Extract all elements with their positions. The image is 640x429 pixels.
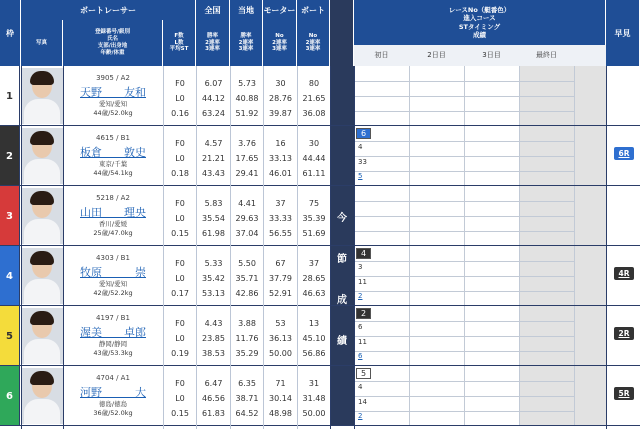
- motor-stats-value: 46.01: [269, 169, 292, 178]
- motor-stats: [263, 66, 297, 126]
- boat-stats: [297, 306, 330, 366]
- header-racer-info: 登録番号/級別 氏名 支部/出身地 年齢/体重: [63, 20, 163, 66]
- racer-row: [0, 126, 640, 186]
- zenkoku-stats-value: 21.21: [202, 154, 225, 163]
- zenkoku-stats: [196, 246, 230, 306]
- boat-stats-value: 45.10: [302, 334, 326, 343]
- motor-stats-value: 56.55: [269, 229, 292, 238]
- touchi-stats: [230, 366, 263, 426]
- hayami-cell: [606, 186, 640, 246]
- boat-stats-value: 36.08: [302, 109, 326, 118]
- boat-stats: [297, 366, 330, 426]
- hayami-race-button[interactable]: 6R: [614, 147, 634, 160]
- race-day-column: [409, 306, 464, 366]
- f-l-st-stats-value: F0: [175, 139, 185, 148]
- motor-stats-value: 33.33: [269, 214, 292, 223]
- touchi-stats-value: 40.88: [235, 94, 259, 103]
- motor-stats-value: 37.79: [269, 274, 292, 283]
- zenkoku-stats-value: 38.53: [202, 349, 225, 358]
- header-motor-rates: No 2連率 3連率: [263, 20, 297, 66]
- race-number-badge: 2: [356, 308, 371, 319]
- race-course: 6: [358, 323, 363, 331]
- f-l-st-stats-value: F0: [175, 379, 185, 388]
- f-l-st-stats-value: F0: [175, 259, 185, 268]
- racer-branch-hometown: 愛知/愛知: [98, 100, 128, 108]
- racer-name-link[interactable]: 天野 友和: [80, 86, 146, 99]
- race-day-column: [519, 246, 574, 306]
- racer-registration: 4197 / B1: [96, 314, 130, 322]
- race-rank[interactable]: 2: [358, 412, 363, 420]
- zenkoku-stats-value: 35.42: [202, 274, 225, 283]
- header-gap: [330, 0, 354, 66]
- zenkoku-stats-value: 53.13: [202, 289, 225, 298]
- header-boat-rates: No 2連率 3連率: [297, 20, 330, 66]
- header-zenkoku: 全国: [196, 0, 230, 20]
- race-day-column: [519, 186, 574, 246]
- zenkoku-stats-value: 63.24: [202, 109, 225, 118]
- f-l-st-stats-value: F0: [175, 319, 185, 328]
- racer-branch-hometown: 静岡/静岡: [98, 340, 128, 348]
- racer-registration: 3905 / A2: [96, 74, 130, 82]
- race-st: 33: [358, 158, 367, 166]
- zenkoku-stats-value: 23.85: [202, 334, 225, 343]
- motor-stats-value: 71: [275, 379, 286, 388]
- waku-number: 5: [0, 306, 20, 366]
- header-boat: ボート: [297, 0, 330, 20]
- touchi-stats: [230, 66, 263, 126]
- f-l-st-stats-value: 0.18: [171, 169, 189, 178]
- header-race-grid: レースNo（艇番色） 進入コース STタイミング 成績: [354, 0, 606, 45]
- boat-stats-value: 13: [308, 319, 320, 328]
- racer-branch-hometown: 香川/愛媛: [98, 220, 128, 228]
- race-st: 11: [358, 278, 367, 286]
- race-day-column: [519, 126, 574, 186]
- motor-stats-value: 37: [275, 199, 286, 208]
- race-day-column: [464, 186, 519, 246]
- header-zenkoku-rates: 勝率 2連率 3連率: [196, 20, 230, 66]
- f-l-st-stats-value: 0.15: [171, 409, 189, 418]
- zenkoku-stats-value: 61.98: [202, 229, 225, 238]
- racer-info: [63, 366, 163, 426]
- race-day-column: [464, 306, 519, 366]
- boat-stats: [297, 66, 330, 126]
- f-l-st-stats-value: F0: [175, 79, 185, 88]
- motor-stats-value: 52.91: [269, 289, 292, 298]
- race-day-column: [519, 66, 574, 126]
- touchi-stats-value: 3.88: [238, 319, 256, 328]
- racer-photo: [21, 308, 63, 364]
- race-day-column: [464, 126, 519, 186]
- racer-row: [0, 306, 640, 366]
- motor-stats-value: 48.98: [269, 409, 292, 418]
- waku-number: 1: [0, 66, 20, 126]
- imasetsu-char-4: 績: [337, 335, 347, 347]
- motor-stats-value: 67: [275, 259, 286, 268]
- race-st: 11: [358, 338, 367, 346]
- f-l-st-stats: [163, 186, 196, 246]
- boat-stats: [297, 246, 330, 306]
- touchi-stats: [230, 186, 263, 246]
- header-boat-racer: ボートレーサー: [21, 0, 196, 20]
- f-l-st-stats: [163, 246, 196, 306]
- hayami-race-button[interactable]: 2R: [614, 327, 634, 340]
- f-l-st-stats-value: 0.16: [171, 109, 189, 118]
- touchi-stats-value: 35.71: [235, 274, 259, 283]
- boat-stats-value: 61.11: [302, 169, 326, 178]
- racer-photo: [21, 128, 63, 184]
- race-results-grid: [354, 186, 606, 246]
- race-course: 3: [358, 263, 363, 271]
- zenkoku-stats: [196, 306, 230, 366]
- boat-stats-value: 35.39: [302, 214, 326, 223]
- touchi-stats-value: 38.71: [235, 394, 259, 403]
- race-rank[interactable]: 5: [358, 172, 363, 180]
- touchi-stats: [230, 246, 263, 306]
- boat-stats-value: 30: [308, 139, 320, 148]
- header-f-l-st: F数 L数 平均ST: [163, 20, 196, 66]
- race-day-column: [464, 66, 519, 126]
- race-number-badge: 6: [356, 128, 371, 139]
- touchi-stats-value: 51.92: [235, 109, 259, 118]
- zenkoku-stats: [196, 66, 230, 126]
- touchi-stats-value: 37.04: [235, 229, 259, 238]
- motor-stats-value: 50.00: [269, 349, 292, 358]
- zenkoku-stats-value: 46.56: [202, 394, 225, 403]
- race-day-column: [409, 66, 464, 126]
- race-day-column: [354, 66, 409, 126]
- header-photo: 写真: [21, 20, 63, 66]
- race-course: 4: [358, 143, 363, 151]
- hayami-cell: [606, 306, 640, 366]
- f-l-st-stats-value: L0: [175, 214, 185, 223]
- race-day-column: [409, 186, 464, 246]
- header-touchi: 当地: [230, 0, 263, 20]
- race-day-column: [519, 366, 574, 426]
- f-l-st-stats: [163, 366, 196, 426]
- waku-number: 4: [0, 246, 20, 306]
- f-l-st-stats: [163, 306, 196, 366]
- day-header-1: 初日: [374, 51, 389, 59]
- race-number-badge: 4: [356, 248, 371, 259]
- zenkoku-stats-value: 4.57: [204, 139, 223, 148]
- f-l-st-stats-value: L0: [175, 154, 185, 163]
- header-waku: 枠: [0, 0, 21, 66]
- touchi-stats-value: 29.41: [235, 169, 259, 178]
- racer-branch-hometown: 愛知/愛知: [98, 280, 128, 288]
- race-day-column: [574, 366, 606, 426]
- racer-registration: 4704 / A1: [96, 374, 130, 382]
- race-day-column: [409, 366, 464, 426]
- racer-name-link[interactable]: 渥美 卓郎: [80, 326, 146, 339]
- racer-row: [0, 246, 640, 306]
- zenkoku-stats: [196, 366, 230, 426]
- f-l-st-stats: [163, 126, 196, 186]
- touchi-stats-value: 6.35: [238, 379, 256, 388]
- racer-row: [0, 186, 640, 246]
- f-l-st-stats-value: F0: [175, 199, 185, 208]
- header-hayami: 早見: [606, 0, 640, 66]
- race-rank[interactable]: 6: [358, 352, 363, 360]
- boat-stats-value: 21.65: [302, 94, 326, 103]
- motor-stats-value: 16: [275, 139, 286, 148]
- racer-info: [63, 126, 163, 186]
- motor-stats-value: 53: [275, 319, 286, 328]
- imasetsu-column: [330, 66, 354, 126]
- race-results-grid: [354, 66, 606, 126]
- racer-branch-hometown: 東京/千葉: [98, 160, 128, 168]
- race-results-grid: [354, 366, 606, 426]
- race-day-column: [519, 306, 574, 366]
- racer-registration: 4615 / B1: [96, 134, 130, 142]
- header-touchi-rates: 勝率 2連率 3連率: [230, 20, 263, 66]
- motor-stats-value: 28.76: [269, 94, 292, 103]
- boat-stats-value: 37: [308, 259, 320, 268]
- hayami-cell: [606, 66, 640, 126]
- touchi-stats-value: 29.63: [235, 214, 259, 223]
- racer-name-link[interactable]: 牧原 崇: [80, 266, 146, 279]
- race-number-badge: 5: [356, 368, 371, 379]
- race-results-grid: [354, 126, 606, 186]
- racer-info: [63, 246, 163, 306]
- racer-age-weight: 44歳/52.0kg: [93, 109, 133, 117]
- touchi-stats-value: 35.29: [235, 349, 259, 358]
- motor-stats-value: 39.87: [269, 109, 292, 118]
- hayami-race-button[interactable]: 4R: [614, 267, 634, 280]
- boat-stats-value: 50.00: [302, 409, 326, 418]
- zenkoku-stats-value: 6.47: [204, 379, 223, 388]
- race-day-column: [409, 126, 464, 186]
- racer-age-weight: 42歳/52.2kg: [93, 289, 133, 297]
- race-day-column: [574, 306, 606, 366]
- touchi-stats-value: 3.76: [238, 139, 256, 148]
- motor-stats-value: 30: [275, 79, 286, 88]
- touchi-stats: [230, 306, 263, 366]
- racer-name-link[interactable]: 河野 大: [80, 386, 146, 399]
- boat-stats-value: 44.44: [302, 154, 326, 163]
- f-l-st-stats-value: 0.17: [171, 289, 189, 298]
- zenkoku-stats-value: 44.12: [202, 94, 225, 103]
- race-day-column: [464, 366, 519, 426]
- race-st: 14: [358, 398, 367, 406]
- day-header-3: 3日目: [482, 51, 501, 59]
- boat-stats-value: 56.86: [302, 349, 326, 358]
- boat-stats-value: 46.63: [302, 289, 326, 298]
- motor-stats: [263, 246, 297, 306]
- motor-stats-value: 30.14: [269, 394, 292, 403]
- waku-number: 3: [0, 186, 20, 246]
- boat-stats-value: 75: [308, 199, 320, 208]
- motor-stats: [263, 186, 297, 246]
- f-l-st-stats-value: L0: [175, 394, 185, 403]
- racer-age-weight: 25歳/47.0kg: [93, 229, 133, 237]
- racer-registration: 4303 / B1: [96, 254, 130, 262]
- motor-stats: [263, 366, 297, 426]
- racer-name-link[interactable]: 山田 理央: [80, 206, 146, 219]
- racer-row: [0, 66, 640, 126]
- zenkoku-stats-value: 5.83: [204, 199, 223, 208]
- race-course: 4: [358, 383, 363, 391]
- hayami-cell: [606, 126, 640, 186]
- imasetsu-char-1: 今: [337, 212, 347, 224]
- racer-branch-hometown: 徳島/徳島: [98, 400, 128, 408]
- racer-row: [0, 366, 640, 426]
- race-day-column: [574, 126, 606, 186]
- touchi-stats-value: 4.41: [238, 199, 256, 208]
- race-rank[interactable]: 2: [358, 292, 363, 300]
- racer-registration: 5218 / A2: [96, 194, 130, 202]
- zenkoku-stats: [196, 126, 230, 186]
- boat-stats-value: 31.48: [302, 394, 326, 403]
- zenkoku-stats-value: 6.07: [204, 79, 223, 88]
- motor-stats-value: 33.13: [269, 154, 292, 163]
- race-results-grid: [354, 306, 606, 366]
- racer-name-link[interactable]: 板倉 敦史: [80, 146, 146, 159]
- hayami-cell: [606, 246, 640, 306]
- hayami-race-button[interactable]: 5R: [614, 387, 634, 400]
- f-l-st-stats-value: L0: [175, 334, 185, 343]
- waku-number: 6: [0, 366, 20, 426]
- imasetsu-char-2: 節: [337, 253, 347, 265]
- touchi-stats-value: 64.52: [235, 409, 259, 418]
- racer-photo: [21, 368, 63, 424]
- touchi-stats: [230, 126, 263, 186]
- imasetsu-label: [330, 126, 354, 429]
- boat-stats: [297, 126, 330, 186]
- racer-info: [63, 186, 163, 246]
- boat-stats: [297, 186, 330, 246]
- racer-photo: [21, 188, 63, 244]
- race-day-column: [574, 186, 606, 246]
- zenkoku-stats-value: 61.83: [202, 409, 225, 418]
- touchi-stats-value: 11.76: [235, 334, 259, 343]
- boat-stats-value: 80: [308, 79, 320, 88]
- racer-age-weight: 36歳/52.0kg: [93, 409, 133, 417]
- racer-photo: [21, 68, 63, 124]
- motor-stats-value: 36.13: [269, 334, 292, 343]
- racer-info: [63, 306, 163, 366]
- touchi-stats-value: 17.65: [235, 154, 259, 163]
- f-l-st-stats-value: 0.15: [171, 229, 189, 238]
- race-day-column: [354, 186, 409, 246]
- zenkoku-stats-value: 43.43: [202, 169, 225, 178]
- boat-stats-value: 31: [308, 379, 320, 388]
- race-day-column: [574, 66, 606, 126]
- boat-stats-value: 51.69: [302, 229, 326, 238]
- touchi-stats-value: 5.50: [238, 259, 256, 268]
- day-header-4: 最終日: [536, 51, 557, 59]
- imasetsu-char-3: 成: [337, 294, 347, 306]
- touchi-stats-value: 5.73: [238, 79, 256, 88]
- race-day-column: [574, 246, 606, 306]
- racer-age-weight: 43歳/53.3kg: [93, 349, 133, 357]
- zenkoku-stats-value: 5.33: [204, 259, 223, 268]
- f-l-st-stats: [163, 66, 196, 126]
- zenkoku-stats: [196, 186, 230, 246]
- touchi-stats-value: 42.86: [235, 289, 259, 298]
- zenkoku-stats-value: 4.43: [204, 319, 223, 328]
- zenkoku-stats-value: 35.54: [202, 214, 225, 223]
- f-l-st-stats-value: L0: [175, 274, 185, 283]
- waku-number: 2: [0, 126, 20, 186]
- f-l-st-stats-value: L0: [175, 94, 185, 103]
- day-header-row: [354, 45, 606, 66]
- race-day-column: [464, 246, 519, 306]
- motor-stats: [263, 306, 297, 366]
- race-results-grid: [354, 246, 606, 306]
- f-l-st-stats-value: 0.19: [171, 349, 189, 358]
- racer-photo: [21, 248, 63, 304]
- motor-stats: [263, 126, 297, 186]
- header-motor: モーター: [263, 0, 297, 20]
- racer-info: [63, 66, 163, 126]
- racer-age-weight: 44歳/54.1kg: [93, 169, 133, 177]
- race-day-column: [409, 246, 464, 306]
- boat-stats-value: 28.65: [302, 274, 326, 283]
- hayami-cell: [606, 366, 640, 426]
- day-header-2: 2日目: [427, 51, 446, 59]
